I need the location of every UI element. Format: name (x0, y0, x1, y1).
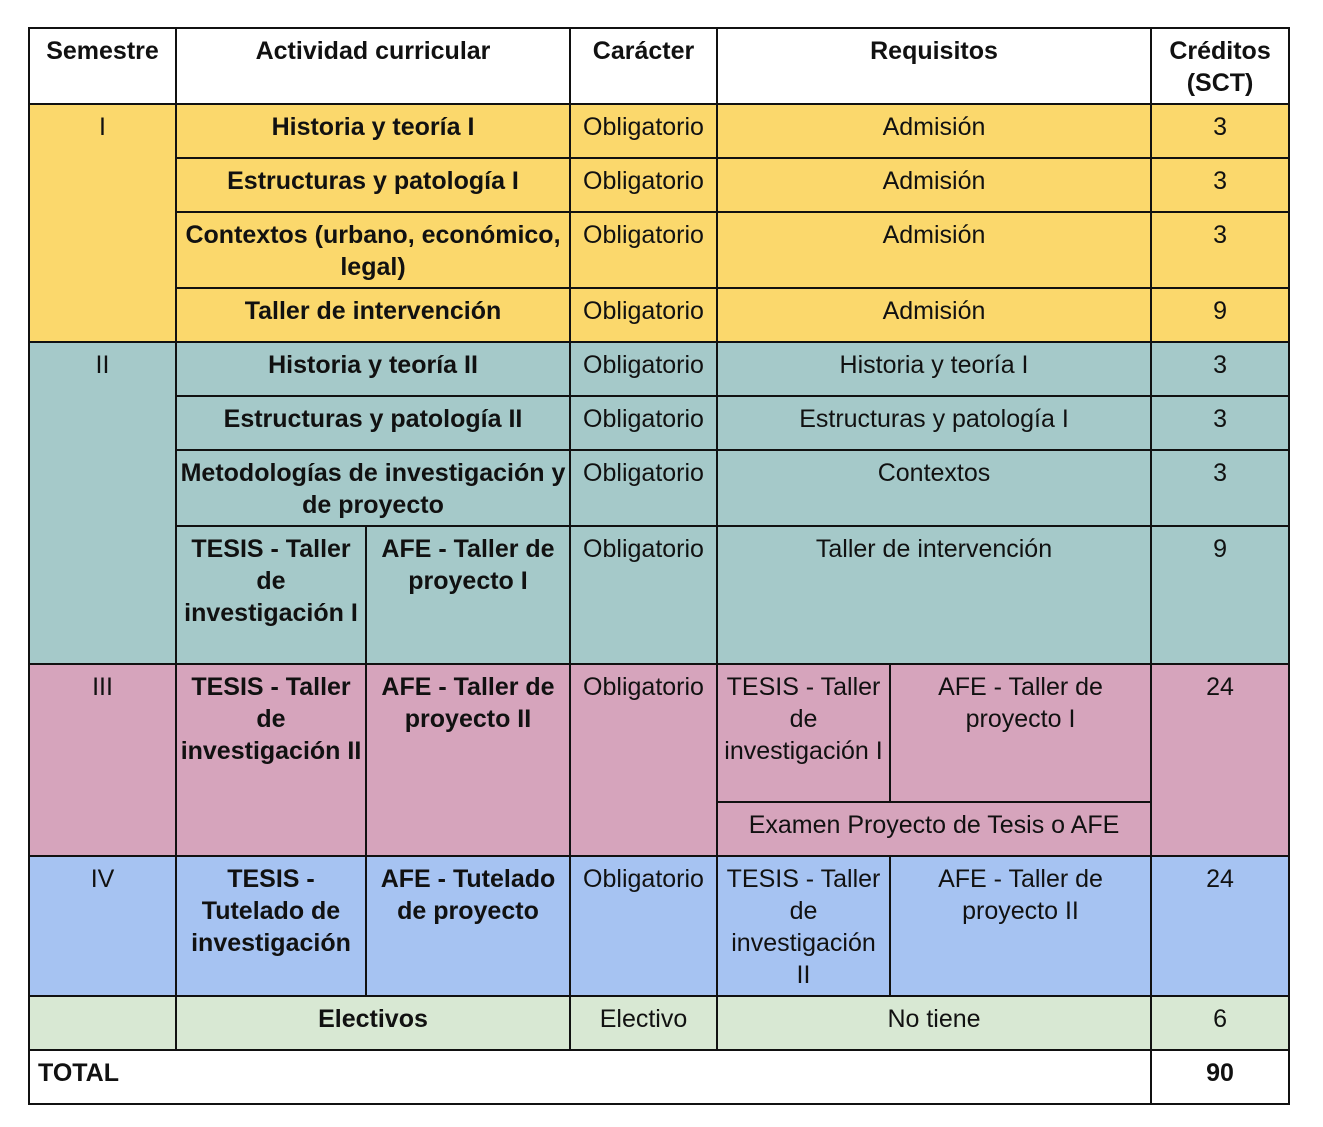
requisito-cell: Admisión (717, 212, 1151, 288)
creditos-cell: 3 (1151, 212, 1289, 288)
afe-activity-cell: AFE - Taller de proyecto II (366, 664, 570, 856)
total-row (29, 1050, 1289, 1104)
caracter-cell: Obligatorio (570, 396, 717, 450)
table-row (29, 664, 1289, 802)
requisito-cell: Historia y teoría I (717, 342, 1151, 396)
table-row (29, 212, 1289, 288)
afe-activity-cell: AFE - Tutelado de proyecto (366, 856, 570, 996)
requisito-cell: Contextos (717, 450, 1151, 526)
creditos-cell: 3 (1151, 450, 1289, 526)
table-row (29, 342, 1289, 396)
caracter-cell: Obligatorio (570, 450, 717, 526)
creditos-cell: 3 (1151, 104, 1289, 158)
creditos-cell: 9 (1151, 526, 1289, 664)
activity-cell: Contextos (urbano, económico, legal) (176, 212, 570, 288)
caracter-cell: Obligatorio (570, 664, 717, 856)
table-row (29, 996, 1289, 1050)
req-tesis-cell: TESIS - Taller de investigación I (717, 664, 890, 802)
header-semestre: Semestre (29, 28, 176, 104)
caracter-cell: Obligatorio (570, 288, 717, 342)
caracter-cell: Obligatorio (570, 342, 717, 396)
afe-activity-cell: AFE - Taller de proyecto I (366, 526, 570, 664)
caracter-cell: Obligatorio (570, 158, 717, 212)
semester-label: IV (29, 856, 176, 996)
requisito-cell: No tiene (717, 996, 1151, 1050)
table-row (29, 104, 1289, 158)
req-tesis-cell: TESIS - Taller de investigación II (717, 856, 890, 996)
activity-cell: Estructuras y patología I (176, 158, 570, 212)
creditos-cell: 24 (1151, 856, 1289, 996)
requisito-cell: Admisión (717, 288, 1151, 342)
table-row (29, 856, 1289, 996)
creditos-cell: 24 (1151, 664, 1289, 856)
semester-label: III (29, 664, 176, 856)
creditos-cell: 3 (1151, 342, 1289, 396)
req-afe-cell: AFE - Taller de proyecto II (890, 856, 1151, 996)
table-row (29, 158, 1289, 212)
requisito-cell: Admisión (717, 104, 1151, 158)
caracter-cell: Electivo (570, 996, 717, 1050)
caracter-cell: Obligatorio (570, 212, 717, 288)
table-row (29, 396, 1289, 450)
creditos-cell: 9 (1151, 288, 1289, 342)
creditos-cell: 3 (1151, 158, 1289, 212)
header-creditos: Créditos (SCT) (1151, 28, 1289, 104)
activity-cell: Electivos (176, 996, 570, 1050)
table-row (29, 526, 1289, 664)
caracter-cell: Obligatorio (570, 856, 717, 996)
tesis-activity-cell: TESIS - Tutelado de investigación (176, 856, 366, 996)
req-examen-cell: Examen Proyecto de Tesis o AFE (717, 802, 1151, 856)
semester-label: II (29, 342, 176, 664)
tesis-activity-cell: TESIS - Taller de investigación II (176, 664, 366, 856)
tesis-activity-cell: TESIS - Taller de investigación I (176, 526, 366, 664)
creditos-cell: 6 (1151, 996, 1289, 1050)
total-label: TOTAL (29, 1050, 1151, 1104)
activity-cell: Taller de intervención (176, 288, 570, 342)
semester-label-empty (29, 996, 176, 1050)
activity-cell: Historia y teoría II (176, 342, 570, 396)
caracter-cell: Obligatorio (570, 104, 717, 158)
creditos-cell: 3 (1151, 396, 1289, 450)
total-creditos: 90 (1151, 1050, 1289, 1104)
header-caracter: Carácter (570, 28, 717, 104)
requisito-cell: Admisión (717, 158, 1151, 212)
requisito-cell: Taller de intervención (717, 526, 1151, 664)
activity-cell: Historia y teoría I (176, 104, 570, 158)
table-row (29, 450, 1289, 526)
requisito-cell: Estructuras y patología I (717, 396, 1151, 450)
header-actividad: Actividad curricular (176, 28, 570, 104)
caracter-cell: Obligatorio (570, 526, 717, 664)
header-row (29, 28, 1289, 104)
header-requisitos: Requisitos (717, 28, 1151, 104)
req-afe-cell: AFE - Taller de proyecto I (890, 664, 1151, 802)
curriculum-table (28, 27, 1290, 1105)
activity-cell: Metodologías de investigación y de proyecto (176, 450, 570, 526)
semester-label: I (29, 104, 176, 342)
activity-cell: Estructuras y patología II (176, 396, 570, 450)
table-row (29, 288, 1289, 342)
